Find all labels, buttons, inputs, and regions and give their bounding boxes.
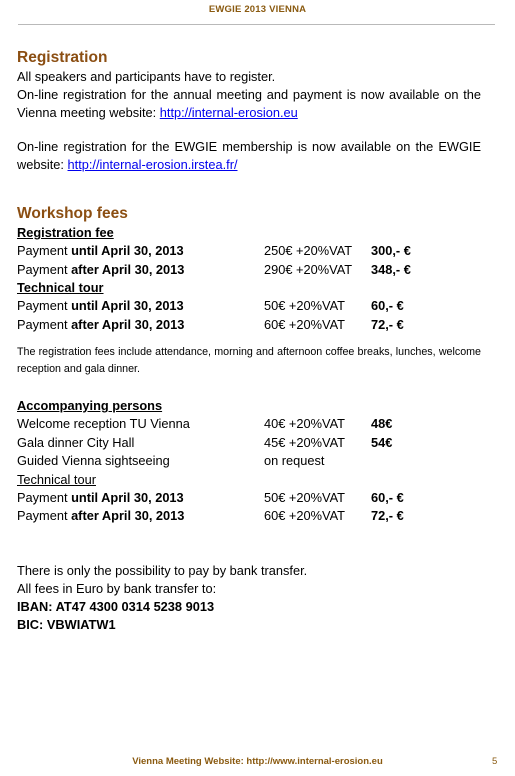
- fee-row: [17, 434, 481, 453]
- fee-row-price: 60€ +20%VAT: [264, 316, 345, 332]
- fee-row: [17, 452, 481, 471]
- fee-row-price: 60€ +20%VAT: [264, 508, 345, 524]
- registration-heading: Registration: [17, 49, 108, 66]
- fee-row-price: on request: [264, 453, 325, 469]
- fee-row-price: 45€ +20%VAT: [264, 434, 345, 450]
- page-number: 5: [492, 756, 498, 767]
- fee-row-price: 40€ +20%VAT: [264, 416, 345, 432]
- fee-row-label: Payment after April 30, 2013: [17, 316, 185, 332]
- header-divider: [18, 24, 495, 25]
- fee-row-label: Payment after April 30, 2013: [17, 261, 185, 277]
- fee-row-label: Gala dinner City Hall: [17, 434, 135, 450]
- fee-row-total: 72,- €: [371, 508, 404, 524]
- fee-row-total: 300,- €: [371, 243, 411, 259]
- fee-row-total: 60,- €: [371, 489, 404, 505]
- ewgie-website-link[interactable]: http://internal-erosion.irstea.fr/: [67, 157, 238, 172]
- fee-row-label: Payment until April 30, 2013: [17, 489, 184, 505]
- fee-row: [17, 297, 481, 316]
- fee-row-price: 50€ +20%VAT: [264, 298, 345, 314]
- fee-row-label: Guided Vienna sightseeing: [17, 453, 170, 469]
- fee-row-total: 60,- €: [371, 298, 404, 314]
- meeting-registration-text: On-line registration for the annual meeting and payment is now available on the Vienna meeting website:: [17, 87, 481, 120]
- registration-line: All speakers and participants have to register.: [17, 69, 276, 84]
- iban-line: IBAN: AT47 4300 0314 5238 9013: [17, 598, 215, 614]
- registration-fee-label: Registration fee: [17, 225, 114, 240]
- membership-registration-text: On-line registration for the EWGIE membership is now available on the EWGIE website:: [17, 139, 481, 172]
- fee-row-total: 72,- €: [371, 316, 404, 332]
- fee-row-price: 50€ +20%VAT: [264, 489, 345, 505]
- membership-registration-paragraph: [17, 138, 481, 174]
- fee-row-total: 348,- €: [371, 261, 411, 277]
- accompanying-technical-tour-label: Technical tour: [17, 471, 96, 487]
- fee-row: [17, 415, 481, 434]
- meeting-website-link[interactable]: http://internal-erosion.eu: [159, 105, 298, 120]
- technical-tour-label: Technical tour: [17, 280, 104, 295]
- page-content: [17, 48, 481, 634]
- fee-row-total: 48€: [371, 416, 393, 432]
- accompanying-persons-label: Accompanying persons: [17, 398, 163, 413]
- meeting-registration-paragraph: [17, 86, 481, 122]
- fee-row-label: Payment until April 30, 2013: [17, 243, 184, 259]
- workshop-fees-heading: Workshop fees: [17, 205, 128, 222]
- fee-row-price: 290€ +20%VAT: [264, 261, 353, 277]
- fees-note: The registration fees include attendance, morning and afternoon coffee breaks, lunches, welcome reception and gala dinner.: [17, 346, 481, 375]
- fee-row-label: Welcome reception TU Vienna: [17, 416, 190, 432]
- bic-line: BIC: VBWIATW1: [17, 616, 116, 632]
- fee-row: [17, 507, 481, 526]
- fee-row: [17, 489, 481, 508]
- fee-row: [17, 242, 481, 261]
- fee-row-price: 250€ +20%VAT: [264, 243, 353, 259]
- payment-currency-line: All fees in Euro by bank transfer to:: [17, 580, 217, 596]
- fee-row: [17, 316, 481, 335]
- fee-row-total: 54€: [371, 434, 393, 450]
- running-header: EWGIE 2013 VIENNA: [208, 4, 307, 15]
- fee-row: [17, 261, 481, 280]
- running-footer: Vienna Meeting Website: http://www.internal-erosion.eu: [132, 756, 383, 767]
- fee-row-label: Payment after April 30, 2013: [17, 508, 185, 524]
- fee-row-label: Payment until April 30, 2013: [17, 298, 184, 314]
- payment-method-line: There is only the possibility to pay by bank transfer.: [17, 562, 308, 578]
